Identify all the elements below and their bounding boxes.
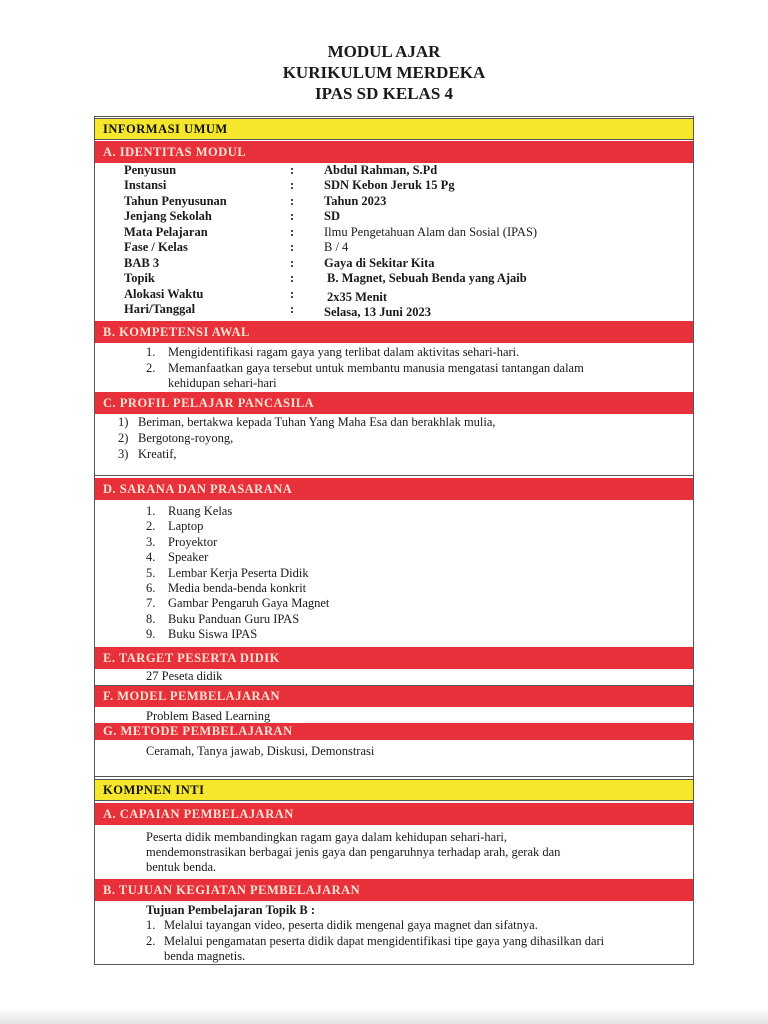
list-item: Mengidentifikasi ragam gaya yang terlibat dalam aktivitas sehari-hari.: [168, 345, 520, 359]
list-item: Speaker: [168, 550, 209, 564]
identitas-label: Fase / Kelas: [124, 240, 188, 254]
list-number: 1.: [146, 918, 156, 932]
identitas-sep: :: [290, 163, 295, 177]
identitas-value: SD: [324, 209, 340, 223]
list-item-continuation: kehidupan sehari-hari: [168, 376, 277, 390]
list-number: 7.: [146, 596, 156, 610]
list-number: 2): [118, 431, 129, 445]
section-informasi-umum: INFORMASI UMUM: [95, 118, 693, 140]
identitas-value: Gaya di Sekitar Kita: [324, 256, 435, 270]
list-number: 1): [118, 415, 129, 429]
identitas-sep: :: [290, 302, 295, 316]
list-number: 1.: [146, 345, 156, 359]
list-item: Ruang Kelas: [168, 504, 233, 518]
list-item: Bergotong-royong,: [138, 431, 234, 445]
identitas-sep: :: [290, 240, 295, 254]
heading-target-peserta: E. TARGET PESERTA DIDIK: [95, 647, 693, 669]
identitas-sep: :: [290, 271, 295, 285]
identitas-value: Tahun 2023: [324, 194, 387, 208]
title-line-2: KURIKULUM MERDEKA: [282, 63, 486, 82]
list-item: Buku Panduan Guru IPAS: [168, 612, 300, 626]
identitas-label: Mata Pelajaran: [124, 225, 208, 239]
identitas-sep: :: [290, 178, 295, 192]
list-item: Kreatif,: [138, 447, 177, 461]
list-number: 2.: [146, 361, 156, 375]
list-item: Lembar Kerja Peserta Didik: [168, 566, 309, 580]
identitas-label: Alokasi Waktu: [124, 287, 204, 301]
identitas-label: Jenjang Sekolah: [124, 209, 212, 223]
list-item: Proyektor: [168, 535, 218, 549]
identitas-value: SDN Kebon Jeruk 15 Pg: [324, 178, 455, 192]
identitas-label: BAB 3: [124, 256, 160, 270]
capaian-line: Peserta didik membandingkan ragam gaya dalam kehidupan sehari-hari,: [146, 830, 507, 844]
identitas-sep: :: [290, 209, 295, 223]
identitas-label: Instansi: [124, 178, 167, 192]
identitas-label: Hari/Tanggal: [124, 302, 196, 316]
list-item: Gambar Pengaruh Gaya Magnet: [168, 596, 330, 610]
identitas-sep: :: [290, 287, 295, 301]
heading-sarana-prasarana: D. SARANA DAN PRASARANA: [95, 478, 693, 500]
heading-model-pembelajaran: F. MODEL PEMBELAJARAN: [95, 686, 693, 707]
identitas-value: Selasa, 13 Juni 2023: [324, 305, 431, 319]
list-item: Media benda-benda konkrit: [168, 581, 307, 595]
identitas-sep: :: [290, 225, 295, 239]
list-item: Beriman, bertakwa kepada Tuhan Yang Maha Esa dan berakhlak mulia,: [138, 415, 496, 429]
identitas-value: Abdul Rahman, S.Pd: [324, 163, 438, 177]
title-line-3: IPAS SD KELAS 4: [314, 84, 454, 103]
list-number: 2.: [146, 934, 156, 948]
capaian-line: bentuk benda.: [146, 860, 217, 874]
list-item: Melalui pengamatan peserta didik dapat mengidentifikasi tipe gaya yang dihasilkan dari: [164, 934, 605, 948]
heading-profil-pelajar: C. PROFIL PELAJAR PANCASILA: [95, 392, 693, 414]
metode-text: Ceramah, Tanya jawab, Diskusi, Demonstrasi: [146, 744, 375, 758]
heading-kompetensi-awal: B. KOMPETENSI AWAL: [95, 321, 693, 343]
list-number: 9.: [146, 627, 156, 641]
list-number: 6.: [146, 581, 156, 595]
identitas-value: B / 4: [324, 240, 349, 254]
identitas-value: B. Magnet, Sebuah Benda yang Ajaib: [327, 271, 527, 285]
scan-edge-shadow: [0, 1008, 768, 1024]
heading-capaian-pembelajaran: A. CAPAIAN PEMBELAJARAN: [95, 803, 693, 825]
heading-tujuan-kegiatan: B. TUJUAN KEGIATAN PEMBELAJARAN: [95, 879, 693, 901]
list-item: Buku Siswa IPAS: [168, 627, 258, 641]
divider: [95, 776, 693, 777]
list-number: 3.: [146, 535, 156, 549]
model-text: Problem Based Learning: [146, 709, 271, 723]
identitas-label: Penyusun: [124, 163, 177, 177]
heading-metode-pembelajaran: G. METODE PEMBELAJARAN: [95, 723, 693, 740]
identitas-label: Topik: [124, 271, 155, 285]
list-item: Memanfaatkan gaya tersebut untuk membantu manusia mengatasi tantangan dalam: [168, 361, 584, 375]
list-item: Melalui tayangan video, peserta didik mengenal gaya magnet dan sifatnya.: [164, 918, 538, 932]
capaian-line: mendemonstrasikan berbagai jenis gaya dan pengaruhnya terhadap arah, gerak dan: [146, 845, 561, 859]
identitas-sep: :: [290, 194, 295, 208]
title-line-1: MODUL AJAR: [327, 42, 441, 61]
identitas-value: 2x35 Menit: [327, 290, 388, 304]
list-number: 4.: [146, 550, 156, 564]
list-number: 2.: [146, 519, 156, 533]
section-komponen-inti: KOMPNEN INTI: [95, 779, 693, 801]
tujuan-subheading: Tujuan Pembelajaran Topik B :: [146, 903, 316, 917]
identitas-sep: :: [290, 256, 295, 270]
divider: [95, 475, 693, 476]
identitas-value: Ilmu Pengetahuan Alam dan Sosial (IPAS): [324, 225, 538, 239]
list-number: 8.: [146, 612, 156, 626]
list-item: Laptop: [168, 519, 204, 533]
list-number: 5.: [146, 566, 156, 580]
heading-identitas-modul: A. IDENTITAS MODUL: [95, 141, 693, 163]
list-number: 3): [118, 447, 129, 461]
target-text: 27 Peseta didik: [146, 669, 223, 683]
list-number: 1.: [146, 504, 156, 518]
list-item-continuation: benda magnetis.: [164, 949, 246, 963]
identitas-label: Tahun Penyusunan: [124, 194, 227, 208]
